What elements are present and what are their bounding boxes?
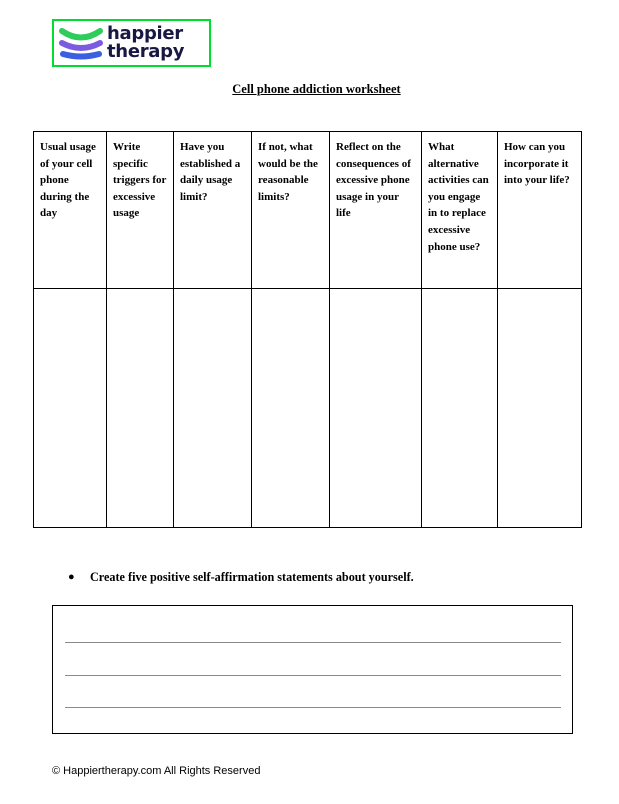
page-title: Cell phone addiction worksheet [232, 82, 401, 96]
table-header-cell-2: Write specific triggers for excessive usage [107, 132, 174, 289]
table-header-cell-4: If not, what would be the reasonable limits? [252, 132, 330, 289]
bullet-marker-icon: ● [68, 571, 75, 583]
writing-line-3 [65, 707, 561, 708]
writing-line-1 [65, 642, 561, 643]
logo-arcs-icon [58, 24, 104, 62]
table-header-cell-1: Usual usage of your cell phone during the day [34, 132, 107, 289]
table-answer-cell-3[interactable] [174, 289, 252, 528]
instruction-text: Create five positive self-affirmation statements about yourself. [90, 570, 414, 584]
worksheet-table [33, 131, 582, 528]
table-answer-cell-4[interactable] [252, 289, 330, 528]
table-header-cell-5: Reflect on the consequences of excessive phone usage in your life [330, 132, 422, 289]
logo-wordmark-line1: happier [107, 23, 183, 44]
table-answer-cell-6[interactable] [422, 289, 498, 528]
table-row [34, 289, 582, 528]
footer-copyright: © Happiertherapy.com All Rights Reserved [52, 765, 261, 777]
writing-line-2 [65, 675, 561, 676]
answer-box[interactable] [52, 605, 573, 734]
logo-wordmark [104, 25, 184, 61]
instruction-bullet-item [68, 569, 568, 585]
table-header-cell-3: Have you established a daily usage limit? [174, 132, 252, 289]
table-answer-cell-7[interactable] [498, 289, 582, 528]
table-answer-cell-2[interactable] [107, 289, 174, 528]
table-header-row [34, 132, 582, 289]
table-header-cell-6: What alternative activities can you engage in to replace excessive phone use? [422, 132, 498, 289]
table-answer-cell-5[interactable] [330, 289, 422, 528]
table-answer-cell-1[interactable] [34, 289, 107, 528]
table-header-cell-7: How can you incorporate it into your life? [498, 132, 582, 289]
happier-therapy-logo [52, 19, 211, 67]
logo-wordmark-line2: therapy [107, 41, 185, 62]
